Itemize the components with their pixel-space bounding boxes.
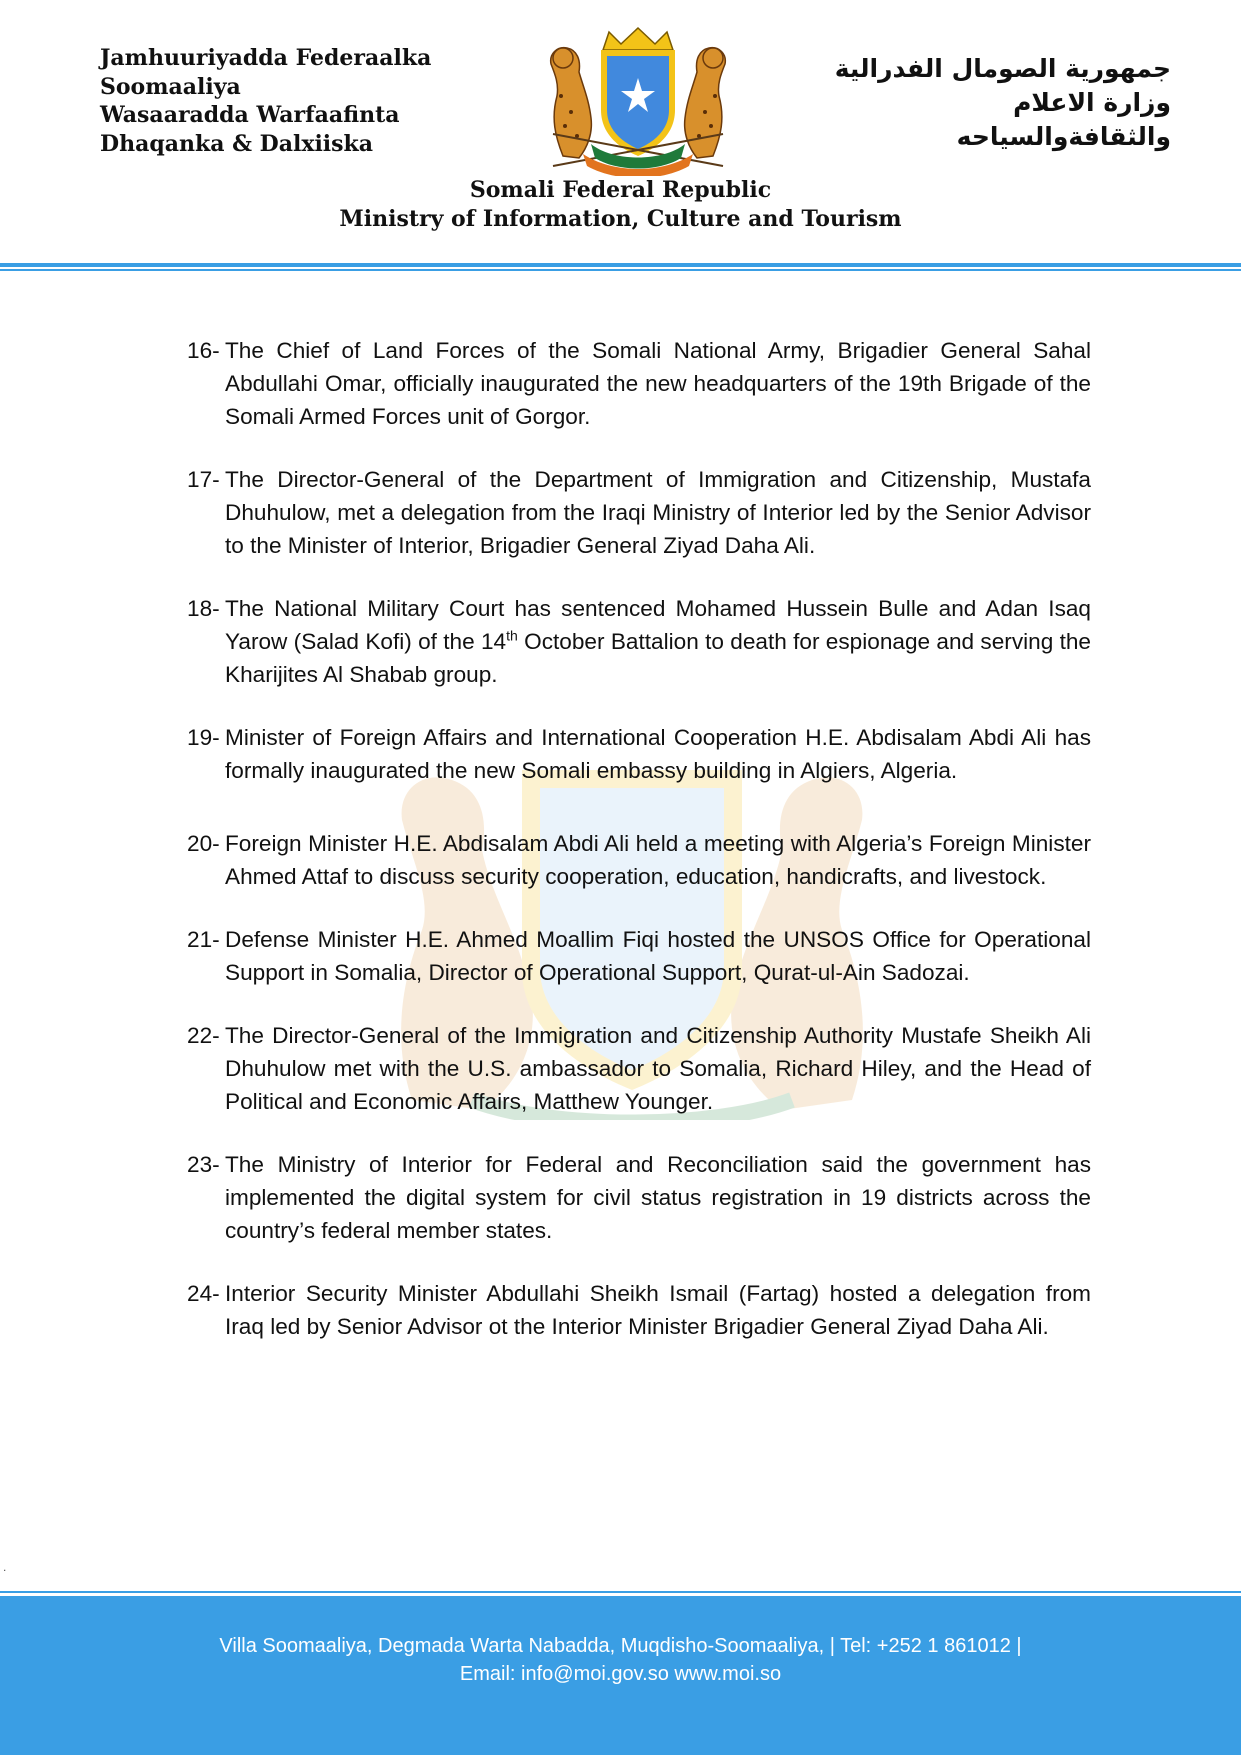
item-text: Defense Minister H.E. Ahmed Moallim Fiqi hosted the UNSOS Office for Operational Support in Somalia, Director of Operational Support, Qurat-ul-Ain Sadozai. [225,927,1091,985]
country-name: Somali Federal Republic [469,177,772,203]
header-left-line: Dhaqanka & Dalxiiska [100,130,374,157]
header-left-line: Soomaaliya [100,73,241,100]
item-number: 16- [187,338,220,363]
item-number: 23- [187,1152,220,1177]
item-number: 22- [187,1023,220,1048]
item-text: The Chief of Land Forces of the Somali National Army, Brigadier General Sahal Abdullahi Omar, officially inaugurated the new headquarters of the 19th Brigade of the Somali Armed Forces unit of Gorgor. [225,338,1091,429]
header-left-line: Wasaaradda Warfaafinta [100,102,400,128]
footer-contact: Email: info@moi.gov.so www.moi.so [459,1663,782,1685]
news-item [187,721,1091,787]
item-text: The Ministry of Interior for Federal and Reconciliation said the government has implemented the digital system for civil status registration in 19 districts across the country’s federal member states. [225,1152,1091,1243]
header-arabic-text [771,52,1171,154]
news-item [187,1148,1091,1247]
footer-address: Villa Soomaaliya, Degmada Warta Nabadda, Muqdisho-Soomaaliya, | Tel: +252 1 861012 | [219,1635,1022,1657]
header-right-line: وزارة الاعلام [1013,88,1171,117]
news-item [187,463,1091,562]
item-number: 24- [187,1281,220,1306]
header-right-line: والثقافةوالسياحه [956,122,1171,151]
header-right-line: جمهورية الصومال الفدرالية [834,54,1171,83]
header-left-line: Jamhuuriyadda Federaalka [100,45,432,71]
item-number: 19- [187,725,220,750]
news-item [187,592,1091,691]
footer-divider [0,1591,1241,1593]
item-text: The Director-General of the Department of Immigration and Citizenship, Mustafa Dhuhulow, met a delegation from the Iraqi Ministry of Interior led by the Senior Advisor to the Minister of Interior, Brigadier General Ziyad Daha Ali. [225,467,1091,558]
item-text-cont: October Battalion to death for espionage and serving the Kharijites Al Shabab group. [225,629,1091,687]
news-item [187,1277,1091,1343]
ordinal-suffix: th [506,627,518,644]
news-item [187,827,1091,893]
item-text: Foreign Minister H.E. Abdisalam Abdi Ali held a meeting with Algeria’s Foreign Minister Ahmed Attaf to discuss security cooperation, education, handicrafts, and livestock. [225,831,1091,889]
ministry-name: Ministry of Information, Culture and Tourism [339,206,902,232]
header-divider-thin [0,269,1241,271]
coat-of-arms-logo [533,26,743,176]
stray-mark: . [3,1560,7,1574]
news-item [187,923,1091,989]
news-item [187,334,1091,433]
header-divider [0,263,1241,267]
item-text: The National Military Court has sentenced Mohamed Hussein Bulle and Adan Isaq Yarow (Salad Kofi) of the 14 [225,596,1091,654]
item-text: The Director-General of the Immigration and Citizenship Authority Mustafe Sheikh Ali Dhuhulow met with the U.S. ambassador to Somalia, Richard Hiley, and the Head of Political and Economic Affairs, Matthew Younger. [225,1023,1091,1114]
item-number: 18- [187,596,220,621]
item-text: Interior Security Minister Abdullahi Sheikh Ismail (Fartag) hosted a delegation from Iraq led by Senior Advisor ot the Interior Minister Brigadier General Ziyad Daha Ali. [225,1281,1091,1339]
news-item [187,1019,1091,1118]
item-number: 21- [187,927,220,952]
item-text: Minister of Foreign Affairs and International Cooperation H.E. Abdisalam Abdi Ali has formally inaugurated the new Somali embassy building in Algiers, Algeria. [225,725,1091,783]
footer-bar [0,1596,1241,1755]
item-number: 17- [187,467,220,492]
item-number: 20- [187,831,220,856]
news-item-list [187,334,1091,1373]
header-english-text [0,176,1241,234]
header-somali-text [100,44,431,158]
